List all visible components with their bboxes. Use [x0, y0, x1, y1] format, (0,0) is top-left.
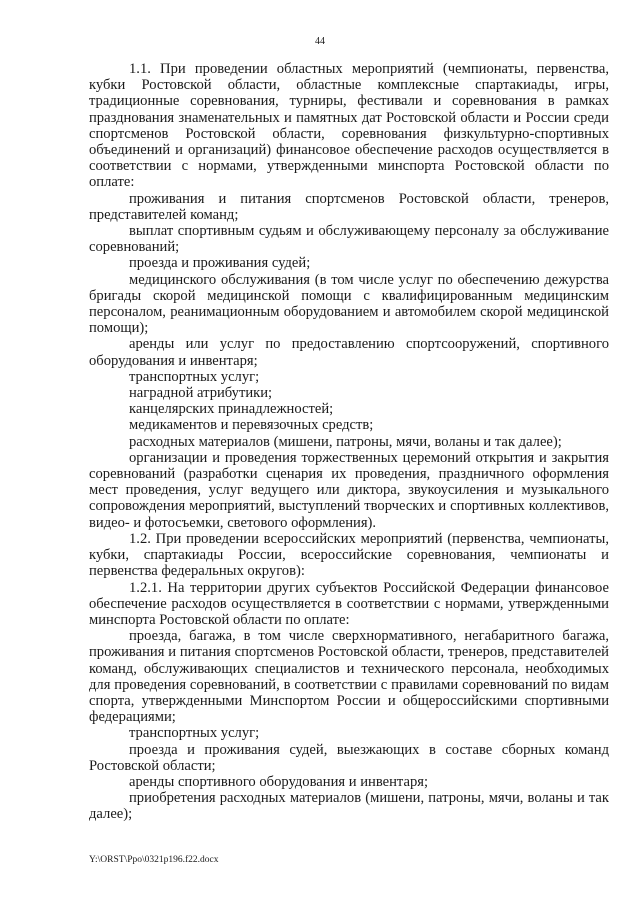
paragraph: медикаментов и перевязочных средств;	[129, 417, 374, 434]
paragraph: медицинского обслуживания (в том числе услуг по обеспечению дежурства бригады скорой медицинской помощи с квалифицированным медицинским персоналом, реанимационным оборудованием и автомобилем скорой медицинской помощи);	[89, 271, 609, 337]
paragraph: проезда и проживания судей;	[129, 255, 311, 272]
paragraph: расходных материалов (мишени, патроны, мячи, воланы и так далее);	[129, 433, 562, 450]
paragraph: проезда, багажа, в том числе сверхнормативного, негабаритного багажа, проживания и питания спортсменов Ростовской области, тренеров, представителей команд, обслуживающих специалистов и технического персонала, необходимых для проведения соревнований, в соответствии с правилами соревнований по видам спорта, утвержденными Минспортом России и общероссийскими спортивными федерациями;	[89, 628, 609, 726]
paragraph: проживания и питания спортсменов Ростовской области, тренеров, представителей команд;	[89, 190, 609, 223]
paragraph: организации и проведения торжественных церемоний открытия и закрытия соревнований (разработки сценария их проведения, праздничного оформления мест проведения, услуг ведущего или диктора, звукоусиления и музыкального сопровождения мероприятий, выступлений творческих и спортивных коллективов, видео- и фотосъемки, светового оформления).	[89, 449, 609, 531]
paragraph: транспортных услуг;	[129, 725, 260, 742]
paragraph: выплат спортивным судьям и обслуживающему персоналу за обслуживание соревнований;	[89, 223, 609, 256]
file-path-footer: Y:\ORST\Ppo\0321p196.f22.docx	[89, 855, 219, 865]
paragraph: канцелярских принадлежностей;	[129, 401, 334, 418]
paragraph: проезда и проживания судей, выезжающих в составе сборных команд Ростовской области;	[89, 741, 609, 774]
paragraph: приобретения расходных материалов (мишени, патроны, мячи, воланы и так далее);	[89, 790, 609, 823]
paragraph: наградной атрибутики;	[129, 385, 273, 402]
paragraph: 1.2.1. На территории других субъектов Российской Федерации финансовое обеспечение расходов осуществляется в соответствии с нормами, утвержденными минспорта Ростовской области по оплате:	[89, 579, 609, 628]
paragraph: транспортных услуг;	[129, 368, 260, 385]
paragraph: 1.2. При проведении всероссийских мероприятий (первенства, чемпионаты, кубки, спартакиады России, всероссийские соревнования, чемпионаты и первенства федеральных округов):	[89, 530, 609, 580]
document-body	[89, 61, 609, 823]
paragraph: аренды или услуг по предоставлению спортсооружений, спортивного оборудования и инвентаря;	[89, 336, 609, 369]
page-number: 44	[315, 36, 325, 47]
paragraph: 1.1. При проведении областных мероприятий (чемпионаты, первенства, кубки Ростовской области, областные комплексные спартакиады, игры, традиционные соревнования, турниры, фестивали и соревнования в рамках празднования знаменательных и памятных дат Ростовской области и России среди спортсменов Ростовской области, соревнования физкультурно-спортивных объединений и организаций) финансовое обеспечение расходов осуществляется в соответствии с нормами, утвержденными минспорта Ростовской области по оплате:	[89, 61, 609, 191]
paragraph: аренды спортивного оборудования и инвентаря;	[129, 773, 429, 790]
